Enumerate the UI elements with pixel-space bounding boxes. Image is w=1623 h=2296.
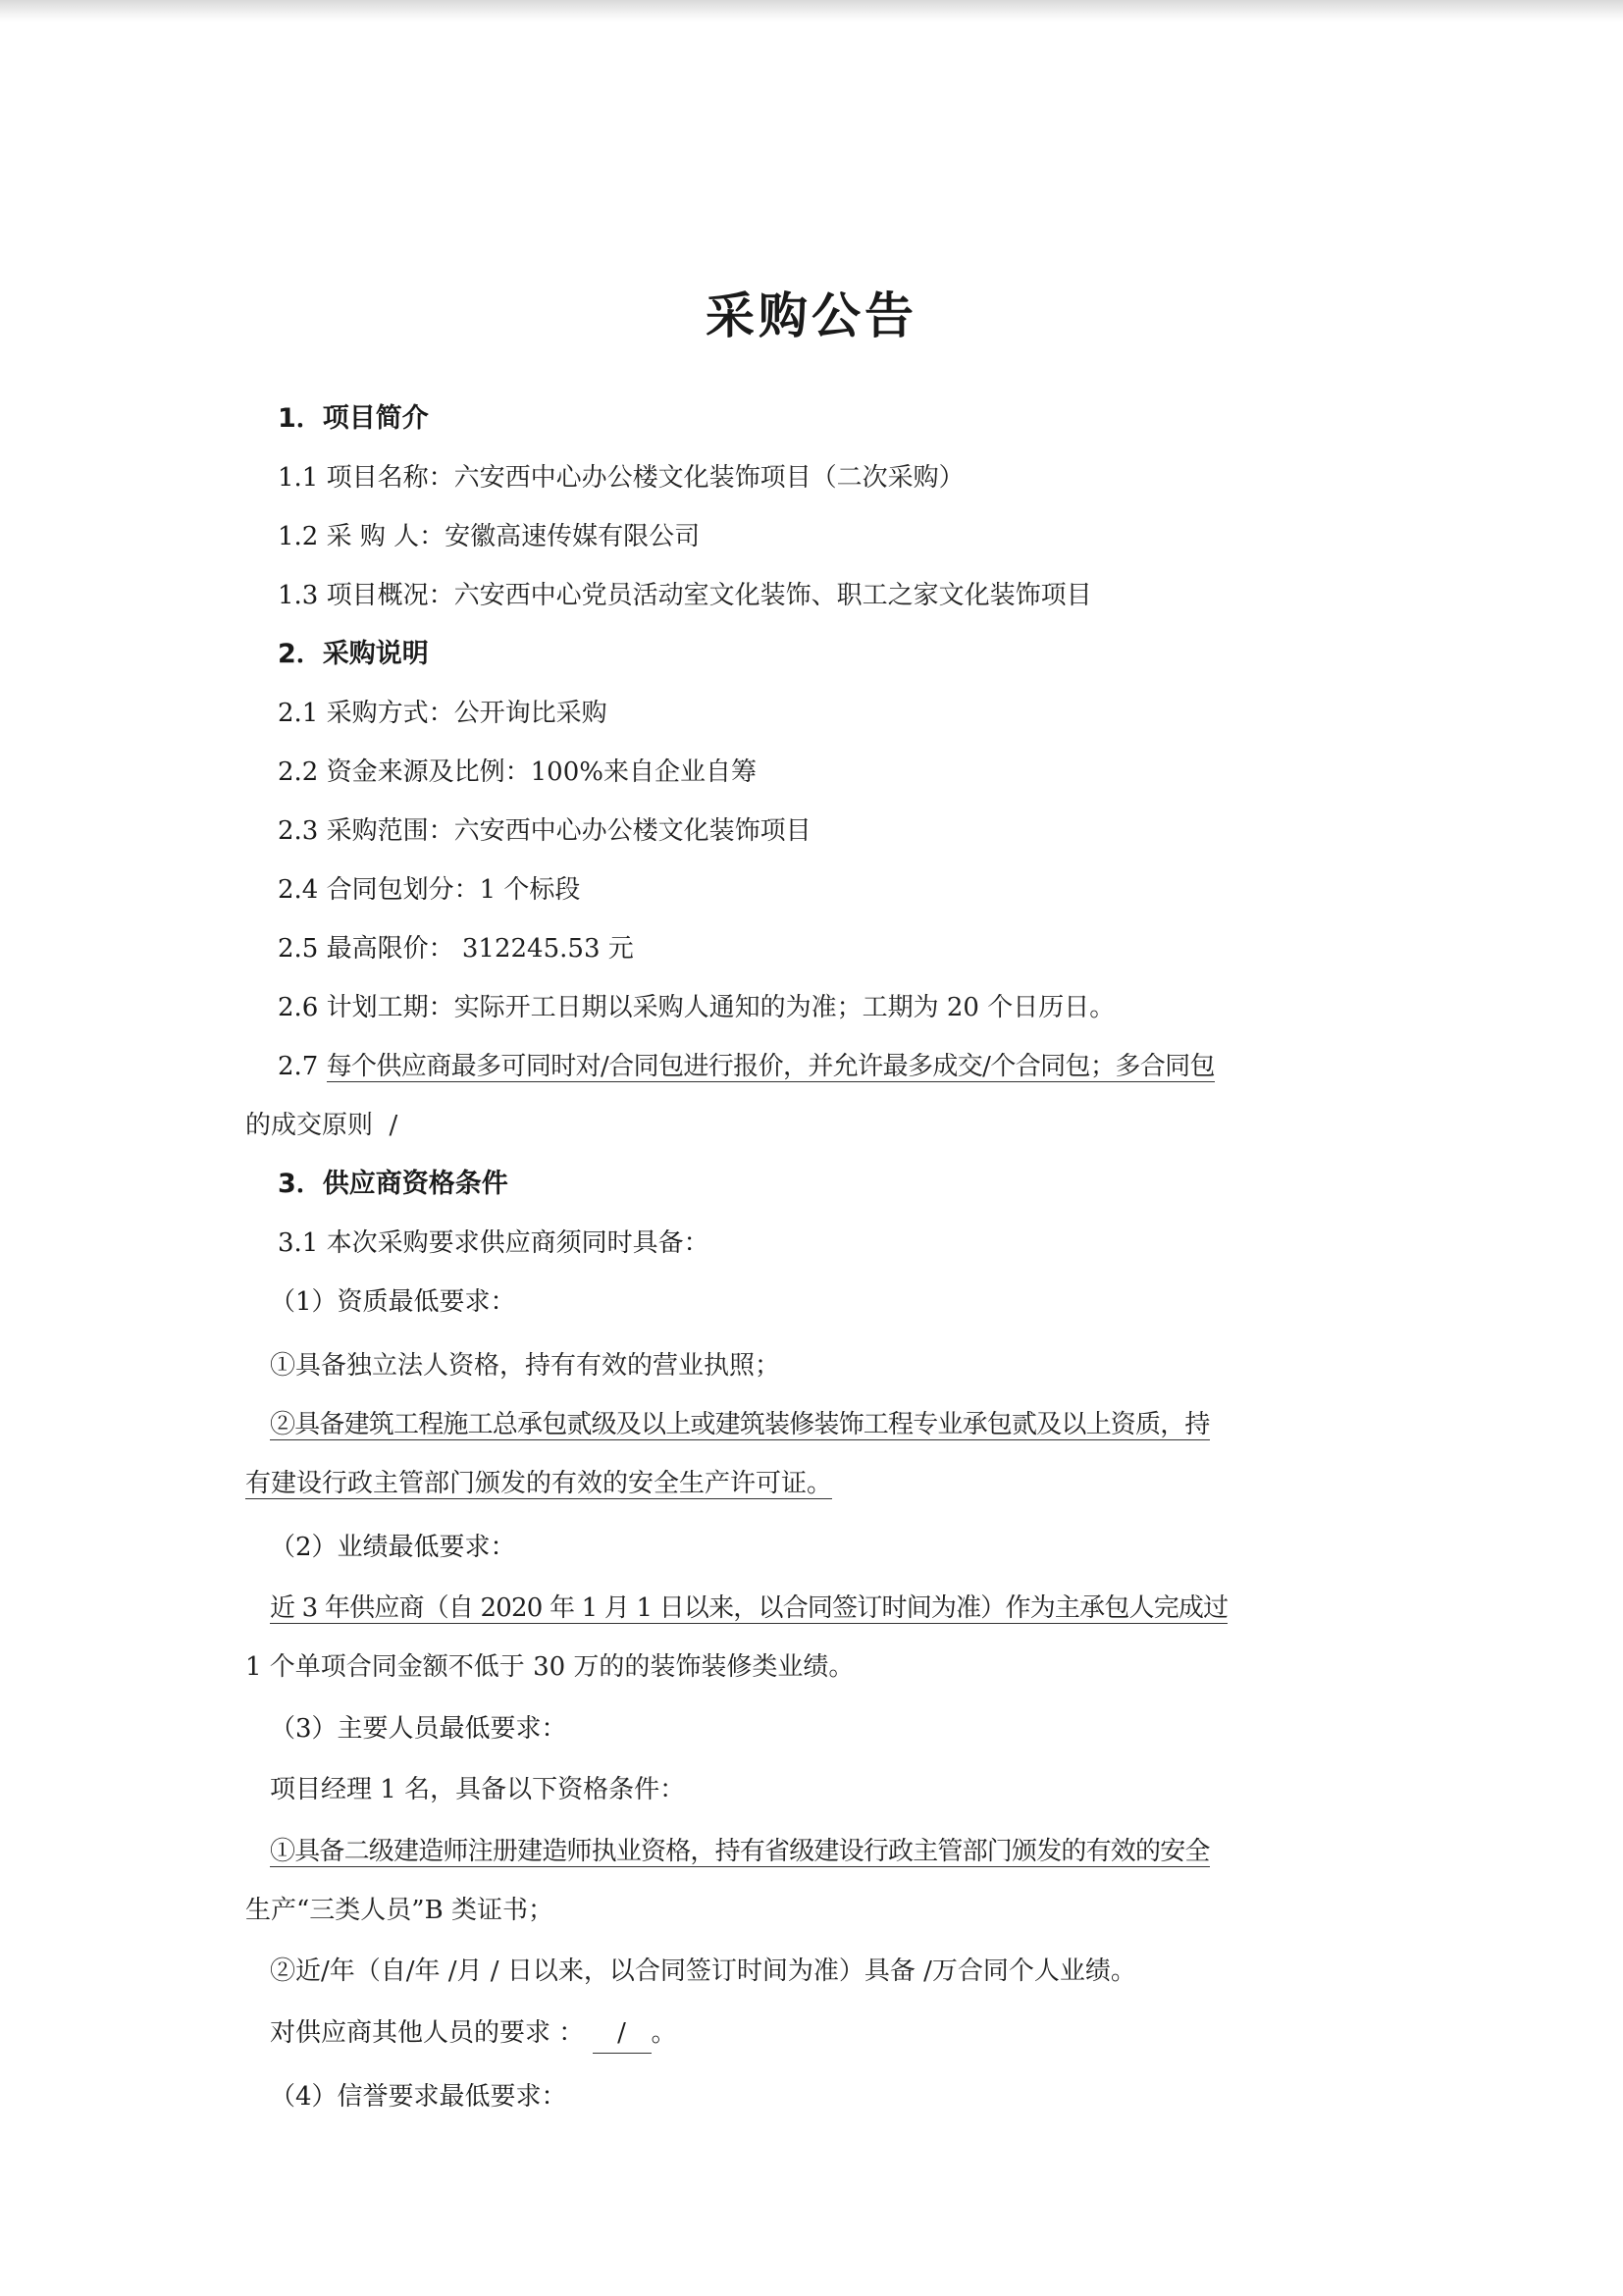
purchaser-value: 安徽高速传媒有限公司: [445, 510, 1333, 563]
bid-rule-continued-text: 的成交原则 /: [245, 1099, 1354, 1152]
procurement-scope-value: 六安西中心办公楼文化装饰项目: [454, 805, 1328, 858]
other-personnel-line: [270, 2007, 1055, 2060]
bid-rule-value: 每个供应商最多可同时对/合同包进行报价，并允许最多成交/个合同包；多合同包: [326, 1052, 1215, 1081]
other-personnel-label: 对供应商其他人员的要求 ：: [270, 2018, 585, 2048]
performance-text-2: 1 个单项合同金额不低于 30 万的的装饰装修类业绩。: [245, 1641, 1310, 1694]
procurement-scope-label: 2.3 采购范围：: [278, 816, 454, 846]
project-overview-value: 六安西中心党员活动室文化装饰、职工之家文化装饰项目: [454, 569, 1288, 622]
bid-rule-continued: [245, 1099, 1354, 1152]
legal-person-text: ①具备独立法人资格，持有有效的营业执照；: [270, 1339, 1310, 1392]
section-1-heading: 1．项目简介: [278, 403, 429, 434]
funding-source-line: [278, 746, 1357, 799]
page-title: 采购公告: [706, 287, 917, 344]
other-personnel-value: /: [593, 2013, 652, 2054]
personal-performance-text: ②近/年（自/年 /月 / 日以来，以合同签订时间为准）具备 /万合同个人业绩。: [270, 1945, 1310, 1998]
project-name-line: [278, 451, 1308, 504]
construction-period-line: [278, 981, 1357, 1034]
qualification-line-2: [245, 1457, 932, 1510]
funding-source-value: 100%来自企业自筹: [531, 746, 1306, 799]
max-price-value: 312245.53 元: [454, 922, 1328, 975]
contract-package-line: [278, 863, 1357, 916]
other-personnel-end: 。: [651, 2018, 677, 2048]
bid-rule-label: 2.7: [278, 1052, 327, 1081]
performance-requirement-heading: （2）业绩最低要求：: [270, 1533, 516, 1562]
qualification-line-1: [270, 1398, 1359, 1451]
procurement-method-line: [278, 687, 1357, 740]
project-overview-line: [278, 569, 1318, 622]
performance-line-2: [245, 1641, 1310, 1694]
section-3-heading: 3．供应商资格条件: [278, 1169, 508, 1199]
qualification-intro: 3.1 本次采购要求供应商须同时具备：: [278, 1228, 709, 1258]
construction-period-value: 实际开工日期以采购人通知的为准；工期为 20 个日历日。: [454, 981, 1308, 1034]
performance-text-1: 近 3 年供应商（自 2020 年 1 月 1 日以来，以合同签订时间为准）作为主承包人完成过: [270, 1593, 1229, 1623]
procurement-scope-line: [278, 805, 1357, 858]
personnel-requirement-heading: （3）主要人员最低要求：: [270, 1714, 567, 1744]
scan-edge: [0, 0, 1623, 22]
max-price-line: [278, 922, 1357, 975]
procurement-method-label: 2.1 采购方式：: [278, 699, 454, 728]
project-manager-text: 项目经理 1 名，具备以下资格条件：: [270, 1763, 1310, 1816]
legal-person-line: [270, 1339, 1310, 1392]
procurement-method-value: 公开询比采购: [454, 687, 1328, 740]
constructor-line-2: [245, 1884, 1310, 1937]
section-2-heading: 2．采购说明: [278, 639, 429, 669]
project-name-label: 1.1 项目名称：: [278, 463, 454, 493]
qualification-text-2: 有建设行政主管部门颁发的有效的安全生产许可证。: [245, 1469, 833, 1498]
constructor-text-2: 生产“三类人员”B 类证书；: [245, 1884, 1310, 1937]
project-name-value: 六安西中心办公楼文化装饰项目（二次采购）: [454, 451, 1288, 504]
constructor-text-1: ①具备二级建造师注册建造师执业资格，持有省级建设行政主管部门颁发的有效的安全: [270, 1837, 1210, 1866]
credit-requirement-heading: （4）信誉要求最低要求：: [270, 2082, 567, 2112]
contract-package-value: 1 个标段: [480, 863, 1329, 916]
project-overview-label: 1.3 项目概况：: [278, 581, 454, 610]
constructor-line-1: [270, 1825, 1359, 1878]
qualification-requirement-heading: （1）资质最低要求：: [270, 1287, 516, 1317]
qualification-text-1: ②具备建筑工程施工总承包贰级及以上或建筑装修装饰工程专业承包贰及以上资质，持: [270, 1410, 1210, 1439]
bid-rule-line: [278, 1040, 1367, 1093]
funding-source-label: 2.2 资金来源及比例：: [278, 757, 531, 787]
purchaser-label: 1.2 采 购 人：: [278, 522, 445, 551]
purchaser-line: [278, 510, 1357, 563]
construction-period-label: 2.6 计划工期：: [278, 993, 454, 1022]
project-manager-line: [270, 1763, 1310, 1816]
personal-performance-line: [270, 1945, 1310, 1998]
max-price-label: 2.5 最高限价：: [278, 934, 454, 964]
performance-line-1: [270, 1582, 1359, 1635]
contract-package-label: 2.4 合同包划分：: [278, 875, 480, 905]
